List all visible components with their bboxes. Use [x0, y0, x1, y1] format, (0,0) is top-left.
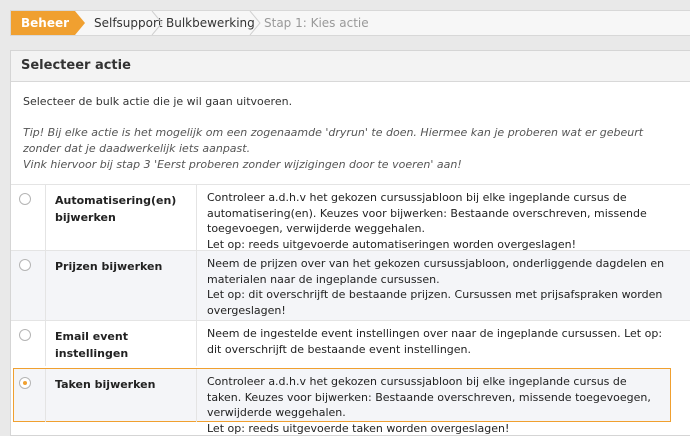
radio-taken[interactable] — [19, 377, 31, 389]
action-description: Controleer a.d.h.v het gekozen cursussjabloon bij elke ingeplande cursus de taken. Keuzes voor bijwerken: Bestaande overschreven, missende toegevoegen, verwijderde weggehalen. Let op: reeds uitgevoerde taken worden overgeslagen! — [207, 375, 651, 435]
action-title: Automatisering(en) bijwerken — [55, 194, 177, 224]
tip-line-2: Vink hiervoor bij stap 3 'Eerst proberen zonder wijzigingen door te voeren' aan! — [23, 158, 462, 171]
breadcrumb-current-step: Stap 1: Kies actie — [264, 16, 369, 30]
action-row-email-event[interactable] — [11, 320, 690, 366]
action-row-prijzen[interactable] — [11, 250, 690, 320]
action-description: Neem de prijzen over van het gekozen cursussjabloon, onderliggende dagdelen en materialen naar de ingeplande cursussen. Let op: dit overschrijft de bestaande prijzen. Cursussen met prijsafspraken worden overgeslagen! — [207, 257, 665, 317]
action-row-taken[interactable] — [13, 368, 671, 435]
select-action-panel — [10, 50, 690, 436]
radio-email-event[interactable] — [19, 329, 31, 341]
panel-title: Selecteer actie — [11, 51, 690, 82]
tip-text — [23, 125, 673, 173]
radio-automatisering[interactable] — [19, 193, 31, 205]
breadcrumb-separator-icon — [249, 11, 261, 35]
tip-label: Tip! — [23, 126, 45, 139]
breadcrumb-separator-icon — [151, 11, 163, 35]
action-title: Email event instellingen — [55, 330, 129, 360]
action-title: Taken bijwerken — [55, 378, 156, 391]
breadcrumb-bulkbewerking[interactable]: Bulkbewerking — [166, 16, 255, 30]
breadcrumb-beheer[interactable]: Beheer — [11, 11, 75, 35]
breadcrumb-selfsupport[interactable]: Selfsupport — [94, 16, 163, 30]
breadcrumb — [10, 10, 690, 36]
action-title: Prijzen bijwerken — [55, 260, 163, 273]
intro-text: Selecteer de bulk actie die je wil gaan uitvoeren. — [23, 95, 293, 108]
radio-prijzen[interactable] — [19, 259, 31, 271]
tip-line-1: Bij elke actie is het mogelijk om een zogenaamde 'dryrun' te doen. Hiermee kan je proberen wat er gebeurt zonder dat je daadwerkelijk iets aanpast. — [23, 126, 644, 155]
action-description: Controleer a.d.h.v het gekozen cursussjabloon bij elke ingeplande cursus de automatisering(en). Keuzes voor bijwerken: Bestaande overschreven, missende toegevoegen, verwijderde weggehalen. Let op: reeds uitgevoerde automatiseringen worden overgeslagen! — [207, 191, 647, 251]
action-description: Neem de ingestelde event instellingen over naar de ingeplande cursussen. Let op: dit overschrijft de bestaande event instellingen. — [207, 327, 663, 356]
action-row-automatisering[interactable] — [11, 184, 690, 250]
